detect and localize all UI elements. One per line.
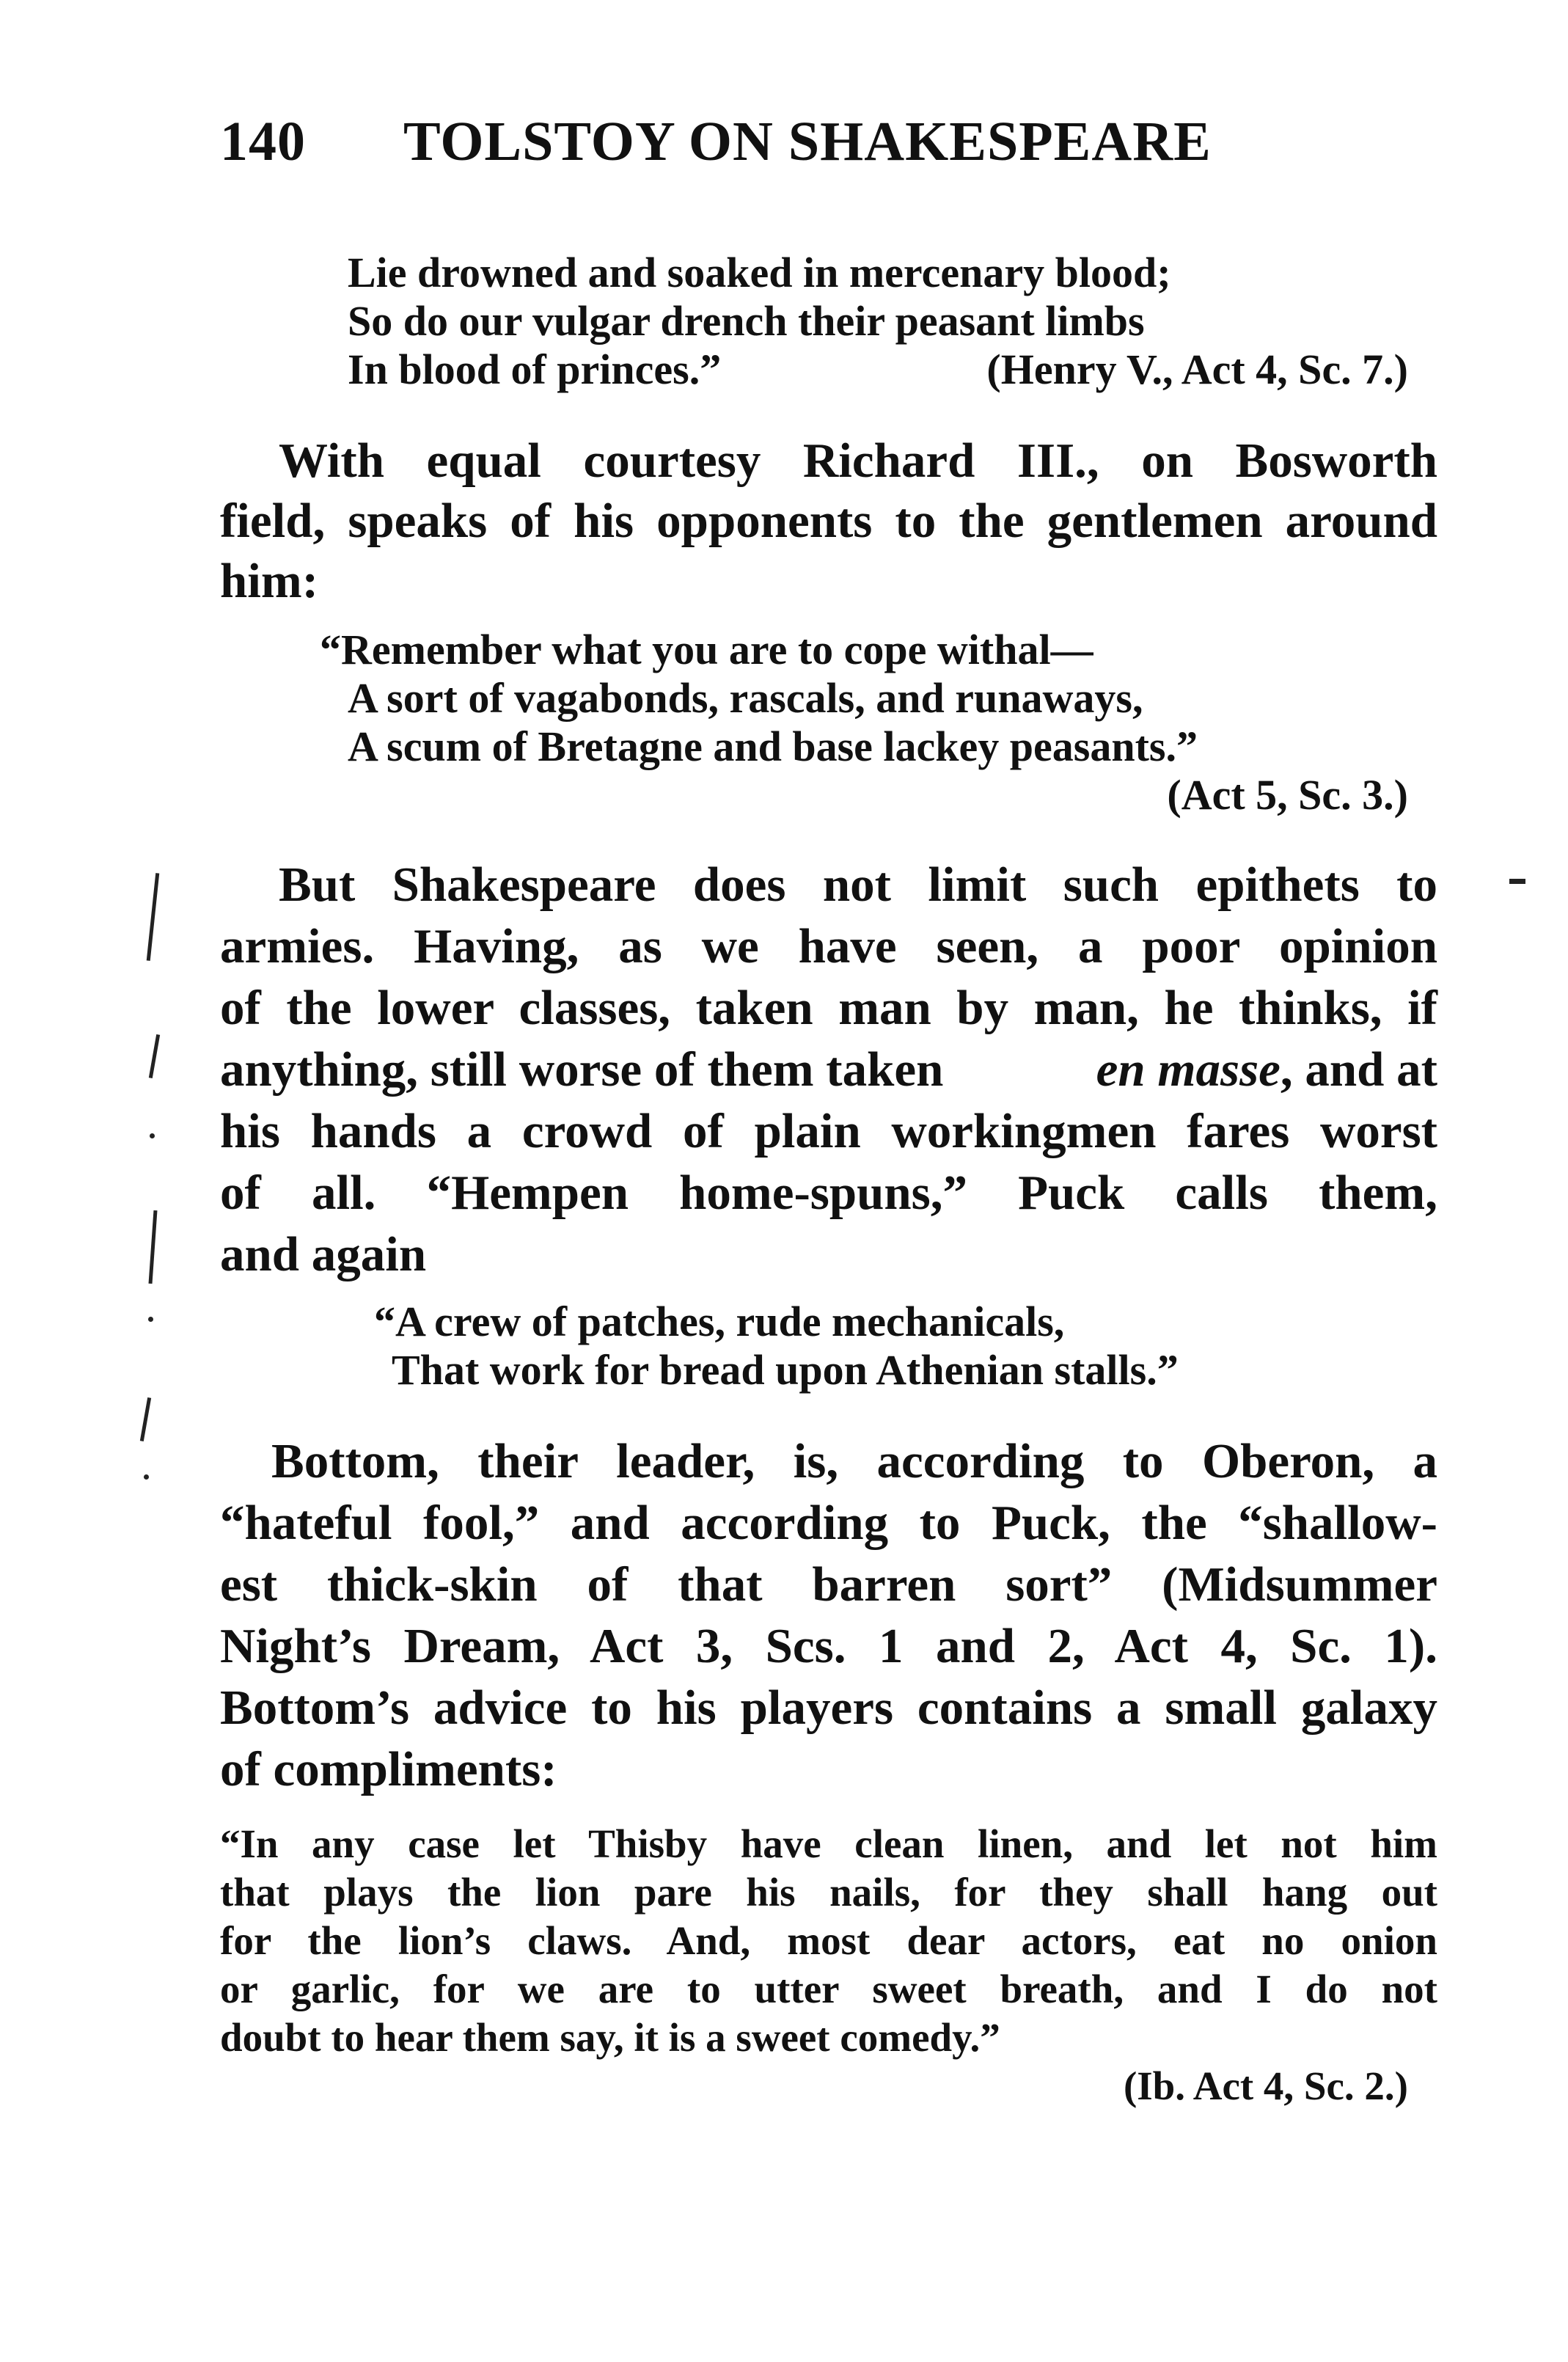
margin-pencil-mark [147,873,160,961]
margin-pencil-mark [149,1034,160,1078]
verse1-line-2: So do our vulgar drench their peasant limbs [348,297,1145,345]
verse2-line-2: A sort of vagabonds, rascals, and runaways, [348,674,1143,722]
para2-line-2: armies. Having, as we have seen, a poor opinion [220,919,1437,973]
quote-line-3: for the lion’s claws. And, most dear actors, eat no onion [220,1918,1437,1963]
para2-line-1: But Shakespeare does not limit such epithets to [279,858,1437,912]
margin-pencil-mark [150,1133,155,1138]
para2-line-4-end: , and at [1280,1042,1437,1097]
margin-pencil-mark [148,1317,153,1322]
para1-line-1: With equal courtesy Richard III., on Bosworth [279,434,1437,488]
para3-line-1: Bottom, their leader, is, according to Oberon, a [271,1434,1437,1488]
verse1-line-3: In blood of princes.” [348,345,722,393]
para3-line-4: Night’s Dream, Act 3, Scs. 1 and 2, Act 4, Sc. 1). [220,1619,1437,1673]
para2-line-7: and again [220,1227,427,1281]
quote-citation: (Ib. Act 4, Sc. 2.) [1123,2063,1408,2108]
para2-line-4-end-group [1096,1042,1437,1098]
quote-line-1: “In any case let Thisby have clean linen, and let not him [220,1821,1437,1866]
verse2-line-1: “Remember what you are to cope withal— [320,626,1093,673]
para2-line-4 [220,1042,1437,1098]
running-title: TOLSTOY ON SHAKESPEARE [403,111,1212,172]
margin-pencil-mark [144,1474,149,1480]
margin-pencil-mark [149,1210,158,1284]
para3-line-5: Bottom’s advice to his players contains a small galaxy [220,1681,1437,1735]
verse2-citation: (Act 5, Sc. 3.) [1167,771,1408,819]
quote-line-4: or garlic, for we are to utter sweet breath, and I do not [220,1967,1437,2011]
para3-line-2: “hateful fool,” and according to Puck, the “shallow- [220,1496,1437,1550]
para3-line-6: of compliments: [220,1742,557,1796]
quote-line-2: that plays the lion pare his nails, for they shall hang out [220,1870,1437,1915]
verse1-line-1: Lie drowned and soaked in mercenary blood; [348,249,1171,296]
para2-line-3: of the lower classes, taken man by man, he thinks, if [220,981,1437,1035]
quote-line-5: doubt to hear them say, it is a sweet comedy.” [220,2015,1000,2060]
verse1-citation: (Henry V., Act 4, Sc. 7.) [986,345,1408,393]
para1-line-2: field, speaks of his opponents to the gentlemen around [220,494,1437,548]
page-header [220,110,1320,183]
para3-line-3: est thick-skin of that barren sort” (Midsummer [220,1557,1437,1612]
verse3-line-2: That work for bread upon Athenian stalls.” [392,1346,1179,1394]
para2-italic-en-masse: en masse [1096,1042,1281,1097]
para2-line-4-start: anything, still worse of them taken [220,1042,944,1097]
verse3-line-1: “A crew of patches, rude mechanicals, [374,1298,1065,1345]
page-number: 140 [220,111,306,172]
para1-line-3: him: [220,554,318,608]
verse2-line-3: A scum of Bretagne and base lackey peasants.” [348,723,1198,770]
margin-pencil-mark [140,1397,151,1441]
margin-pencil-mark [1509,879,1525,884]
para2-line-6: of all. “Hempen home-spuns,” Puck calls them, [220,1166,1437,1220]
para2-line-5: his hands a crowd of plain workingmen fares worst [220,1104,1437,1158]
